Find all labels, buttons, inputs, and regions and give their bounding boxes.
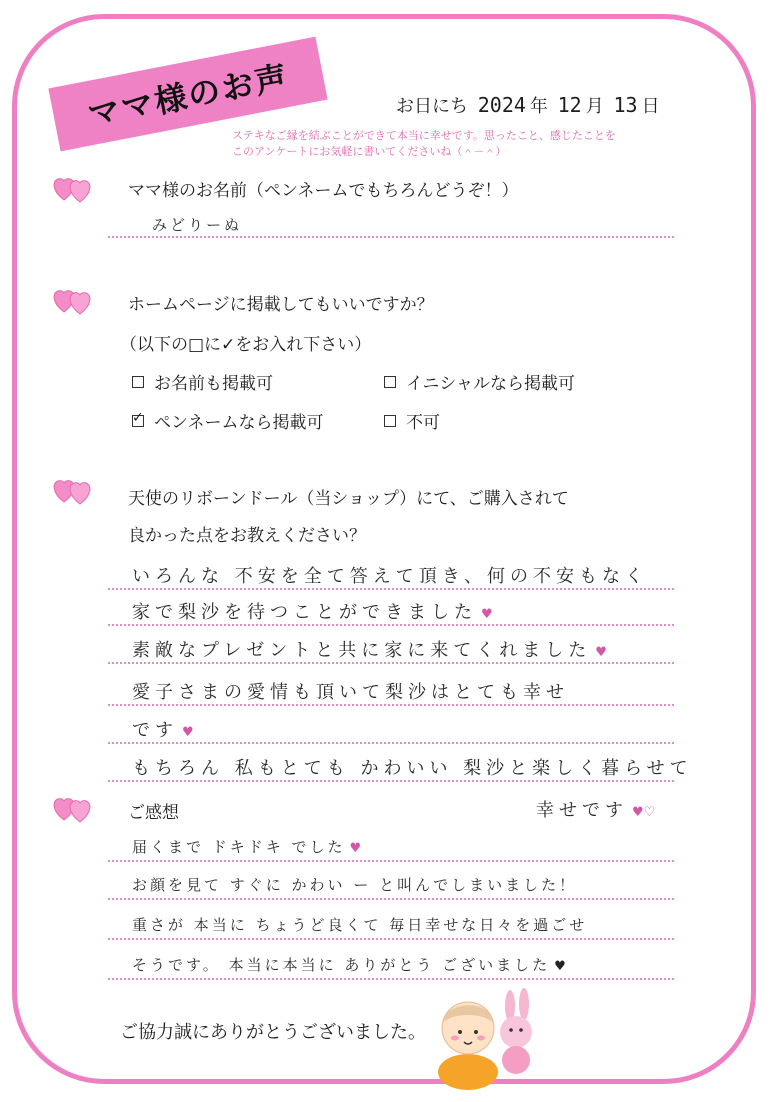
impression-line: 重さが 本当に ちょうど良くて 毎日幸せな日々を過ごせ bbox=[132, 916, 588, 934]
option-label: ペンネームなら掲載可 bbox=[154, 413, 324, 433]
question-publish-label: ホームページに掲載してもいいですか？ bbox=[128, 295, 434, 315]
question-publish-sub: （以下の□に✓をお入れ下さい） bbox=[120, 335, 372, 355]
option-label: イニシャルなら掲載可 bbox=[406, 374, 575, 394]
dotted-line bbox=[108, 704, 674, 706]
dotted-line bbox=[108, 780, 674, 782]
intro-line-1: ステキなご縁を結ぶことができて本当に幸せです。思ったこと、感じたことを bbox=[232, 129, 616, 142]
double-heart-icon bbox=[50, 474, 96, 506]
impression-line: 届くまで ドキドキ でした ♥ bbox=[132, 838, 362, 856]
double-heart-icon bbox=[50, 284, 96, 316]
small-heart-icon: ♥ bbox=[554, 959, 566, 974]
year-suffix: 年 bbox=[529, 96, 548, 117]
intro-line-2: このアンケートにお気軽に書いてくださいね（＾－＾） bbox=[232, 145, 507, 158]
thank-you-text: ご協力誠にありがとうございました。 bbox=[120, 1022, 426, 1043]
answer-line: 家で梨沙を待つことができました ♥ bbox=[132, 602, 493, 623]
checkbox-icon[interactable] bbox=[384, 415, 396, 427]
option-label: 不可 bbox=[406, 413, 440, 433]
impression-line: お顔を見て すぐに かわい ー と叫んでしまいました！ bbox=[132, 876, 578, 894]
dotted-line bbox=[108, 742, 674, 744]
answer-tail: 幸せです ♥♡ bbox=[536, 800, 656, 821]
day-suffix: 日 bbox=[641, 96, 660, 117]
dotted-line bbox=[108, 860, 674, 862]
checkbox-icon[interactable] bbox=[132, 376, 144, 388]
small-heart-icon: ♥♡ bbox=[632, 805, 656, 820]
answer-name: みどりーぬ bbox=[152, 216, 243, 234]
date-day: 13 bbox=[613, 93, 638, 117]
option-penname-ok[interactable] bbox=[132, 408, 324, 433]
dotted-line bbox=[108, 236, 674, 238]
double-heart-icon bbox=[50, 172, 96, 204]
question-good-points-line-1: 天使のリボーンドール（当ショップ）にて、ご購入されて bbox=[128, 489, 569, 509]
option-name-ok[interactable] bbox=[132, 369, 273, 394]
month-suffix: 月 bbox=[585, 96, 604, 117]
small-heart-icon: ♥ bbox=[595, 645, 607, 660]
date-month: 12 bbox=[557, 93, 582, 117]
small-heart-icon: ♥ bbox=[481, 607, 493, 622]
dotted-line bbox=[108, 898, 674, 900]
dotted-line bbox=[108, 662, 674, 664]
mother-and-bunny-illustration bbox=[428, 980, 548, 1090]
page-title: ママ様のお声 bbox=[48, 37, 327, 152]
double-heart-icon bbox=[50, 792, 96, 824]
answer-line: です ♥ bbox=[132, 720, 194, 741]
answer-line: 愛子さまの愛情も頂いて梨沙はとても幸せ bbox=[132, 682, 569, 703]
answer-line: もちろん 私もとても かわいい 梨沙と楽しく暮らせて bbox=[132, 758, 693, 779]
impression-line: そうです。 本当に本当に ありがとう ございました ♥ bbox=[132, 956, 566, 974]
intro-text bbox=[232, 128, 652, 160]
question-good-points-line-2: 良かった点をお教えください？ bbox=[128, 526, 366, 546]
date-row bbox=[396, 92, 660, 118]
answer-line: いろんな 不安を全て答えて頂き、何の不安もなく bbox=[132, 566, 648, 587]
small-heart-icon: ♥ bbox=[349, 841, 362, 856]
option-initial-ok[interactable] bbox=[384, 369, 575, 394]
option-not-allowed[interactable] bbox=[384, 408, 440, 433]
dotted-line bbox=[108, 938, 674, 940]
answer-line: 素敵なプレゼントと共に家に来てくれました ♥ bbox=[132, 640, 607, 661]
small-heart-icon: ♥ bbox=[182, 725, 194, 740]
question-impressions-label: ご感想 bbox=[128, 803, 179, 823]
checkmark-icon[interactable] bbox=[132, 415, 144, 427]
question-name-label: ママ様のお名前（ペンネームでもちろんどうぞ！） bbox=[128, 181, 519, 201]
date-label: お日にち bbox=[396, 96, 468, 117]
dotted-line bbox=[108, 624, 674, 626]
date-year: 2024 bbox=[477, 93, 526, 117]
checkbox-icon[interactable] bbox=[384, 376, 396, 388]
option-label: お名前も掲載可 bbox=[154, 374, 273, 394]
dotted-line bbox=[108, 978, 674, 980]
dotted-line bbox=[108, 588, 674, 590]
